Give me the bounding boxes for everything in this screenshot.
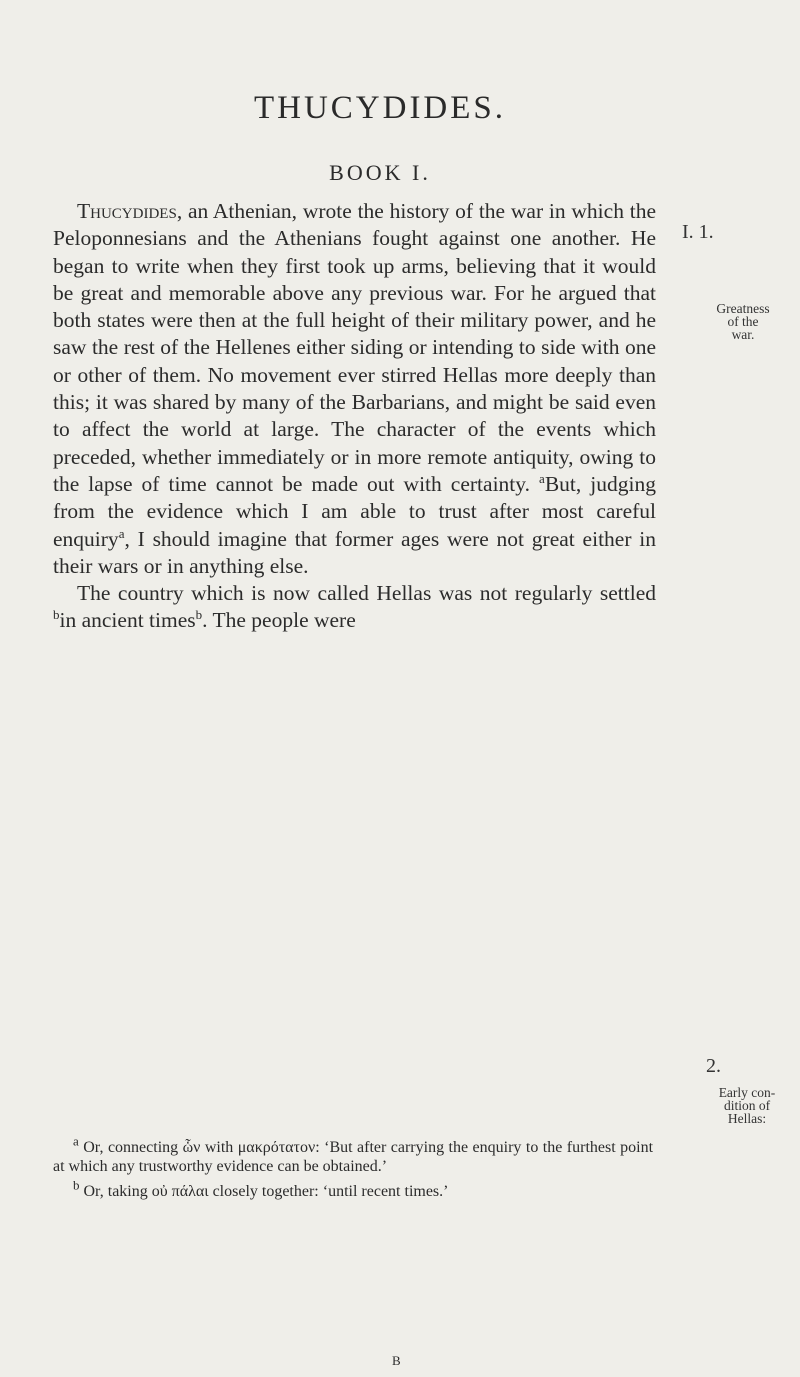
author-name: Thucydides (77, 199, 177, 223)
paragraph-1-text-c: , I should imagine that former ages were not great either in their wars or in anything else. (53, 526, 656, 578)
paragraph-2-text-b: in ancient times (59, 608, 196, 633)
paragraph-1-text-b: But, judging from the evidence which I am able to trust after most careful enquiry (53, 471, 657, 551)
page-title: THUCYDIDES. (253, 90, 507, 126)
footnote-b-mark: b (73, 1177, 80, 1193)
main-text (53, 198, 656, 635)
marginal-note-greatness-line3: war. (731, 327, 755, 342)
footnote-mark-b: b (53, 607, 60, 623)
footnote-a-mark: a (73, 1133, 79, 1149)
footnote-mark-a-end: a (118, 525, 125, 541)
marginal-note-greatness-line2: of the (727, 314, 759, 329)
marginal-note-early-line1: Early con- (718, 1085, 776, 1100)
section-ref-1: I. 1. (682, 221, 714, 243)
marginal-note-early-line3: Hellas: (727, 1111, 767, 1126)
section-ref-2: 2. (706, 1055, 721, 1077)
paragraph-1-text: , an Athenian, wrote the history of the war in which the Peloponnesians and the Athenians fought against one another. He began to write when they first took up arms, believing that it would be great and memorable above any previous war. For he argued that both states were then at the full height of their military power, and he saw the rest of the Hellenes either siding or intending to side with one or other of them. No movement ever stirred Hellas more deeply than this; it was shared by many of the Barbarians, and might be said even to affect the world at large. The character of the events which preceded, whether immediately or in more remote antiquity, owing to the lapse of time cannot be made out with certainty. (53, 199, 656, 496)
book-heading: BOOK I. (329, 160, 431, 185)
marginal-note-greatness-line1: Greatness (716, 301, 770, 316)
footnote-b-text: Or, taking οὐ πάλαι closely together: ‘until recent times.’ (83, 1183, 449, 1200)
paragraph-2-text-c: . The people were (202, 608, 356, 633)
footnote-a-text: Or, connecting ὧν with μακρότατον: ‘But after carrying the enquiry to the furthest point at which any trustworthy evidence can be obtained.’ (53, 1139, 654, 1175)
footnote-mark-b-end: b (195, 607, 203, 623)
signature-mark: B (392, 1353, 401, 1368)
footnote-b (53, 1177, 653, 1201)
marginal-note-greatness (700, 302, 786, 341)
paragraph-1 (53, 198, 656, 580)
paragraph-2 (53, 580, 656, 635)
marginal-note-early-condition (700, 1086, 794, 1125)
footnote-mark-a: a (539, 470, 545, 486)
footnotes (53, 1133, 654, 1207)
footnote-a (53, 1133, 654, 1176)
paragraph-2-text: The country which is now called Hellas was not regularly settled (77, 581, 656, 606)
marginal-note-early-line2: dition of (723, 1098, 771, 1113)
